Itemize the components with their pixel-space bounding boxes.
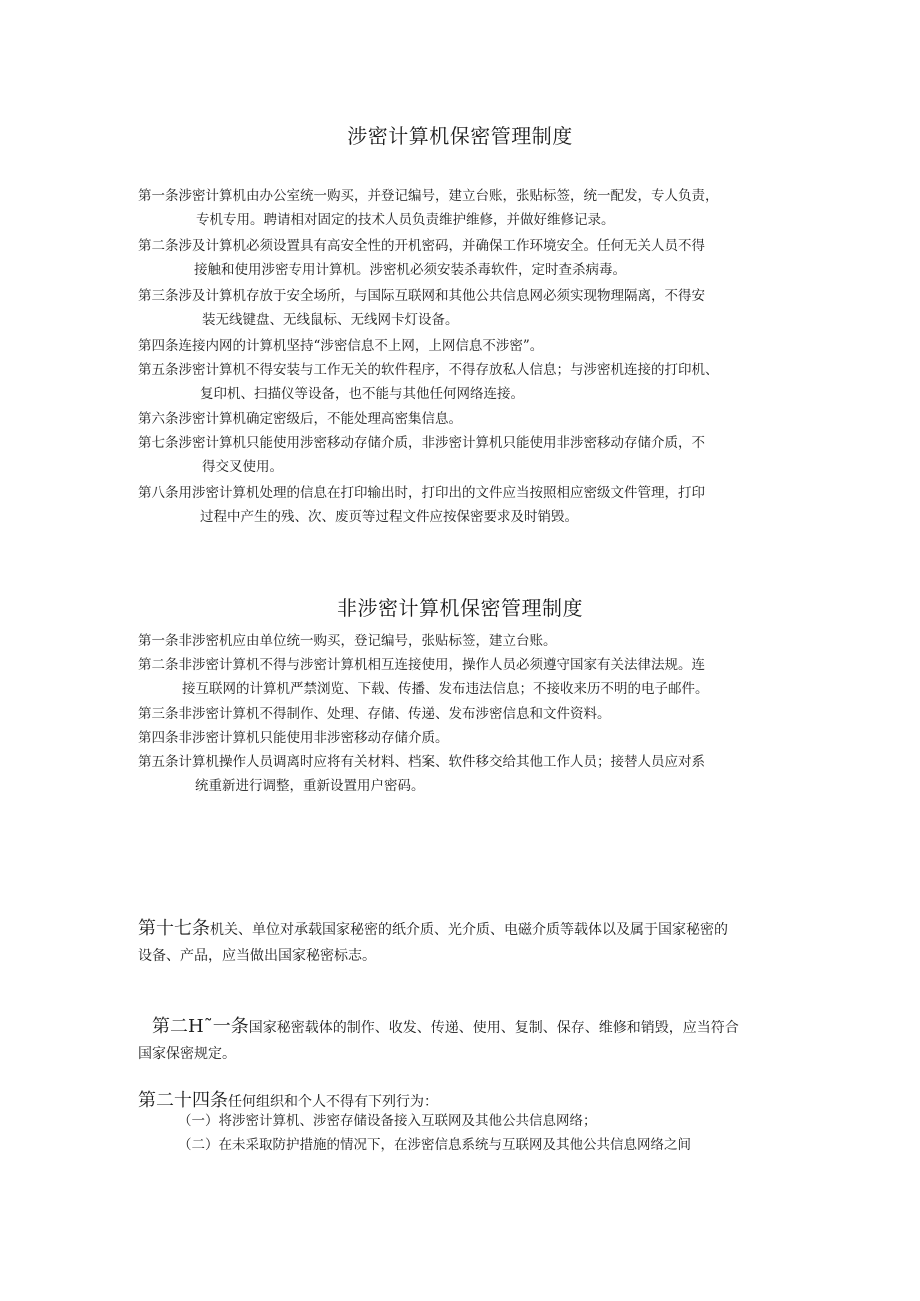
s1-article-3: [138, 284, 793, 332]
s2-article-3: [138, 702, 793, 726]
s1-article-7: [138, 431, 793, 479]
s1-article-2-line1: 第二条涉及计算机必须设置具有高安全性的开机密码，并确保工作环境安全。任何无关人员不得: [138, 238, 705, 254]
article-17-body1: 机关、单位对承载国家秘密的纸介质、光介质、电磁介质等载体以及属于国家秘密的: [210, 922, 728, 938]
s1-article-8: [138, 481, 793, 529]
s2-article-4-line1: 第四条非涉密计算机只能使用非涉密移动存储介质。: [138, 730, 449, 746]
s1-article-6-line1: 第六条涉密计算机确定密级后，不能处理高密集信息。: [138, 411, 462, 427]
article-24-item-2: （二）在未采取防护措施的情况下，在涉密信息系统与互联网及其他公共信息网络之间: [178, 1137, 691, 1153]
law-article-17: [138, 916, 793, 969]
article-24-head: 第二十四条: [138, 1090, 228, 1111]
s2-article-2-line1: 第二条非涉密计算机不得与涉密计算机相互连接使用，操作人员必须遵守国家有关法律法规。连: [138, 657, 705, 673]
s1-article-1-line2: 专机专用。聘请相对固定的技术人员负责维护维修，并做好维修记录。: [196, 212, 615, 228]
s1-article-4-line1: 第四条连接内网的计算机坚持“涉密信息不上网，上网信息不涉密”。: [138, 338, 544, 354]
article-21-head: 第二H˜一条: [152, 1016, 249, 1037]
s2-article-5: [138, 750, 793, 798]
s2-article-1-line1: 第一条非涉密机应由单位统一购买，登记编号，张贴标签，建立台账。: [138, 633, 557, 649]
s1-article-5-line1: 第五条涉密计算机不得安装与工作无关的软件程序，不得存放私人信息；与涉密机连接的打印机、: [138, 362, 719, 378]
s1-article-2-line2: 接触和使用涉密专用计算机。涉密机必须安装杀毒软件，定时查杀病毒。: [194, 262, 626, 278]
s1-article-6: [138, 407, 793, 431]
s2-article-5-line2: 统重新进行调整，重新设置用户密码。: [195, 778, 425, 794]
law-article-21: [138, 1014, 793, 1067]
section2-title: 非涉密计算机保密管理制度: [337, 596, 583, 620]
s1-article-3-line1: 第三条涉及计算机存放于安全场所，与国际互联网和其他公共信息网必须实现物理隔离，不得安: [138, 288, 705, 304]
s2-article-4: [138, 726, 793, 750]
s2-article-3-line1: 第三条非涉密计算机不得制作、处理、存储、传递、发布涉密信息和文件资料。: [138, 706, 611, 722]
article-17-body2: 设备、产品，应当做出国家秘密标志。: [138, 948, 376, 964]
s1-article-4: [138, 334, 793, 358]
s1-article-5: [138, 358, 793, 406]
s1-article-2: [138, 234, 793, 282]
s2-article-2-line2: 接互联网的计算机严禁浏览、下载、传播、发布违法信息；不接收来历不明的电子邮件。: [182, 681, 709, 697]
s1-article-3-line2: 装无线键盘、无线鼠标、无线网卡灯设备。: [202, 312, 459, 328]
s1-article-8-line1: 第八条用涉密计算机处理的信息在打印输出时，打印出的文件应当按照相应密级文件管理，打印: [138, 485, 705, 501]
article-24-item-1: （一）将涉密计算机、涉密存储设备接入互联网及其他公共信息网络；: [178, 1113, 597, 1129]
article-17-head: 第十七条: [138, 918, 210, 939]
article-21-body2: 国家保密规定。: [138, 1046, 236, 1062]
s1-article-5-line2: 复印机、扫描仪等设备，也不能与其他任何网络连接。: [200, 386, 524, 402]
s1-article-7-line1: 第七条涉密计算机只能使用涉密移动存储介质，非涉密计算机只能使用非涉密移动存储介质，不: [138, 435, 705, 451]
s2-article-5-line1: 第五条计算机操作人员调离时应将有关材料、档案、软件移交给其他工作人员；接替人员应对系: [138, 754, 705, 770]
s2-article-1: [138, 629, 793, 653]
s1-article-1: [138, 184, 793, 232]
article-21-body1: 国家秘密载体的制作、收发、传递、使用、复制、保存、维修和销毁，应当符合: [248, 1020, 739, 1036]
s2-article-2: [138, 653, 793, 701]
s1-article-7-line2: 得交叉使用。: [202, 459, 283, 475]
s1-article-1-line1: 第一条涉密计算机由办公室统一购买，并登记编号，建立台账，张贴标签，统一配发，专人负责，: [138, 188, 719, 204]
section1-title: 涉密计算机保密管理制度: [347, 124, 573, 148]
s1-article-8-line2: 过程中产生的残、次、废页等过程文件应按保密要求及时销毁。: [200, 509, 578, 525]
article-24-body1: 任何组织和个人不得有下列行为：: [228, 1094, 438, 1110]
